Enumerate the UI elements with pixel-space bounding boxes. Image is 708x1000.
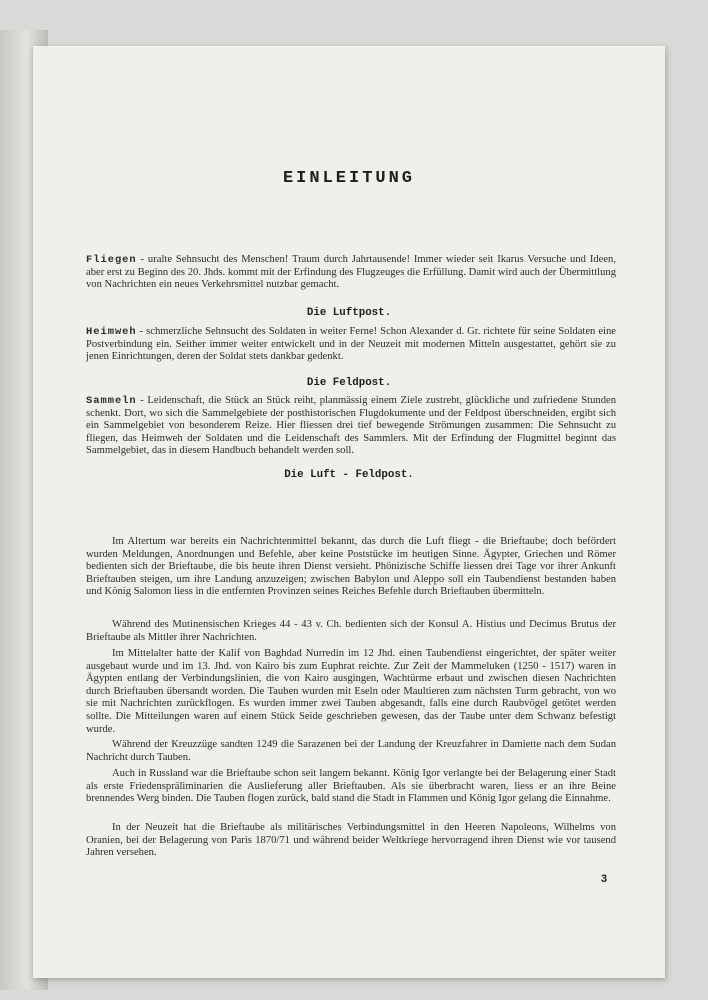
document-page: [33, 46, 665, 978]
intro-text: - uralte Sehnsucht des Menschen! Traum durch Jahrtausende! Immer wieder seit Ikarus Versuche und Ideen, aber erst zu Beginn des 20. Jhds. kommt mit der Erfindung des Flugzeuges die Erfüllung. Damit wird auch der Übermittlung von Nachrichten ein neues Verkehrsmittel nutzbar gemacht.: [86, 254, 616, 291]
body-paragraph-russland: Auch in Russland war die Brieftaube schon seit langem bekannt. König Igor verlangte bei der Belagerung einer Stadt als erste Friedenspräliminarien die Auslieferung aller Brieftauben. Als sie überbracht waren, liess er an ihre Beine brennendes Werg binden. Die Tauben flogen zurück, bald stand die Stadt in Flammen und König Igor gelang die Einnahme.: [86, 768, 616, 805]
intro-text: - schmerzliche Sehnsucht des Soldaten in weiter Ferne! Schon Alexander d. Gr. richtete für seine Soldaten eine Postverbindung ein. Seither immer weiter entwickelt und in der Neuzeit mit modernen Mitteln ausgestattet, gehört sie zu jenen Einrichtungen, deren der Soldat stets dankbar gedenkt.: [86, 326, 616, 363]
section-heading-luft-feldpost: Die Luft - Feldpost.: [284, 469, 414, 481]
page-title: EINLEITUNG: [282, 169, 416, 188]
intro-text: - Leidenschaft, die Stück an Stück reiht, planmässig einem Ziele zustrebt, glückliche und zufriedene Stunden schenkt. Dort, wo sich die Sammelgebiete der posthistorischen Flugdokumente und der Feldpost überschneiden, ergibt sich ein Sammelgebiet von besonderem Reize. Hier fliessen drei tief bewegende Strömungen zusammen: Die Sehnsucht zu fliegen, das Heimweh der Soldaten und die Leidenschaft des Sammlers. Mit der Erfindung der Flugmittel beginnt das Sammelgebiet, das in diesem Handbuch behandelt werden soll.: [86, 395, 616, 457]
intro-paragraph-heimweh: [86, 326, 616, 364]
body-paragraph-altertum: Im Altertum war bereits ein Nachrichtenmittel bekannt, das durch die Luft fliegt - die Brieftaube; doch befördert wurden Meldungen, Anordnungen und Befehle, aber keine Poststücke im heutigen Sinne. Ägypter, Griechen und Römer bedienten sich der Brieftaube, die bis heute ihren Dienst versieht. Phönizische Schiffe liessen drei Tage vor ihrer Ankunft Brieftauben steigen, um ihre Landung anzuzeigen; zwischen Babylon und Aleppo soll ein Taubendienst bestanden haben und König Salomon liess in die entfernten Provinzen seines Reiches Befehle durch Brieftauben übermitteln.: [86, 536, 616, 598]
body-paragraph-kreuzzuege: Während der Kreuzzüge sandten 1249 die Sarazenen bei der Landung der Kreuzfahrer in Damiette nach dem Sudan Nachricht durch Tauben.: [86, 739, 616, 763]
intro-paragraph-fliegen: [86, 254, 616, 292]
intro-lead-word: Sammeln: [86, 395, 137, 407]
section-heading-feldpost: Die Feldpost.: [306, 377, 392, 389]
body-paragraph-mutinensisch: Während des Mutinensischen Krieges 44 - 43 v. Ch. bedienten sich der Konsul A. Histius und Decimus Brutus der Brieftaube als Mittler ihrer Nachrichten.: [86, 619, 616, 643]
intro-lead-word: Heimweh: [86, 326, 137, 338]
page-number: 3: [601, 873, 608, 885]
body-paragraph-mittelalter: Im Mittelalter hatte der Kalif von Baghdad Nurredin im 12 Jhd. einen Taubendienst eingerichtet, der später weiter ausgebaut wurde und im 13. Jhd. von Kairo bis zum Euphrat reichte. Zur Zeit der Mammeluken (1250 - 1517) waren in Ägypten entlang der Verbindungslinien, die von Kairo ausgingen, Wachtürme erbaut und zwischen diesen Nachrichten durch Brieftauben übersandt worden. Die Tauben wurden mit Eseln oder Maultieren zum nächsten Turm gebracht, von wo sie mit Nachrichten zurückflogen. Es wurden immer zwei Tauben abgesandt, falls eine durch Raubvögel getötet werden sollte. Die Mitteilungen waren auf einem Stück Seide geschrieben gewesen, das der Taube unter dem Schwanz befestigt wurde.: [86, 648, 616, 735]
intro-paragraph-sammeln: [86, 395, 616, 458]
intro-lead-word: Fliegen: [86, 254, 137, 266]
body-paragraph-neuzeit: In der Neuzeit hat die Brieftaube als militärisches Verbindungsmittel in den Heeren Napoleons, Wilhelms von Oranien, bei der Belagerung von Paris 1870/71 und während beider Weltkriege hervorragend ihren Dienst wie vor tausend Jahren versehen.: [86, 822, 616, 859]
section-heading-luftpost: Die Luftpost.: [306, 307, 392, 319]
